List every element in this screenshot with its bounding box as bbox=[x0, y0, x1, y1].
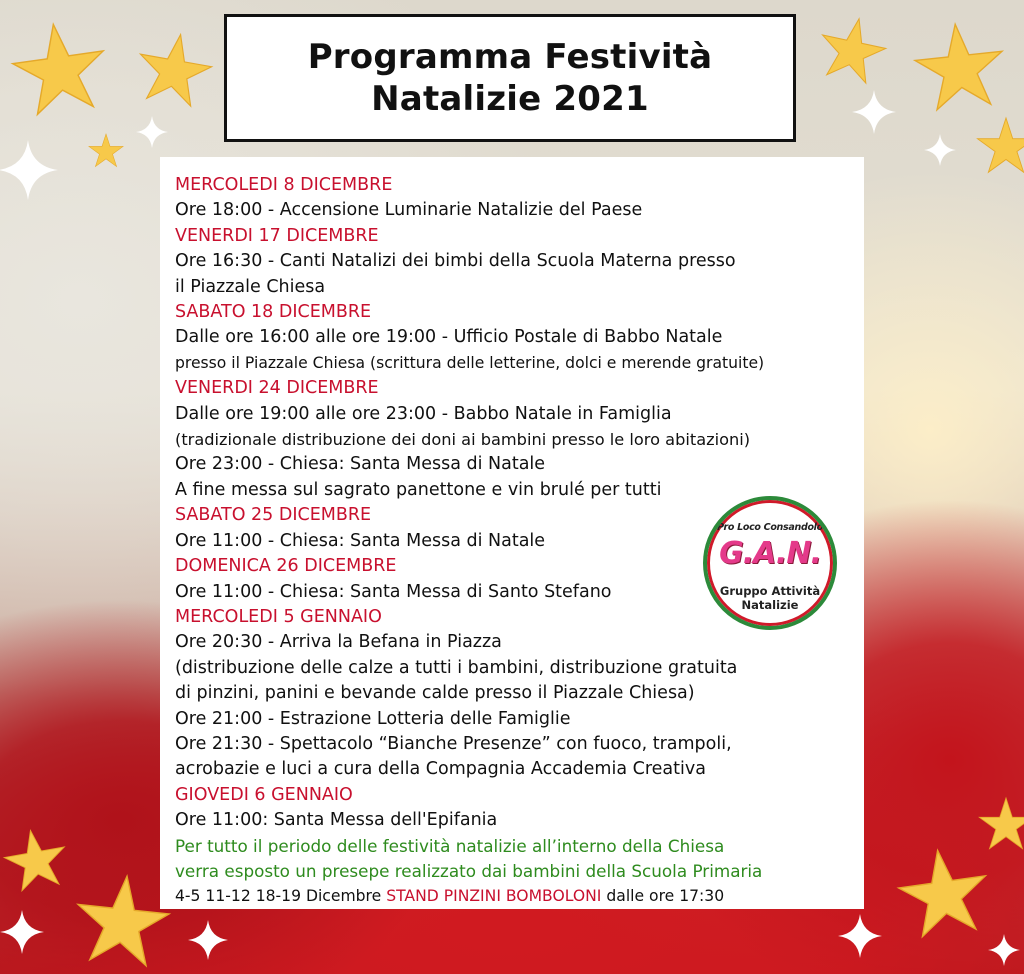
sparkle-icon bbox=[188, 920, 228, 960]
program-line: Ore 18:00 - Accensione Luminarie Natalizie del Paese bbox=[175, 200, 643, 221]
program-heading: MERCOLEDI 8 DICEMBRE bbox=[175, 175, 393, 195]
sparkle-icon bbox=[988, 934, 1020, 966]
star-icon bbox=[89, 134, 123, 167]
pro-loco-logo bbox=[703, 496, 837, 630]
program-heading: GIOVEDI 6 GENNAIO bbox=[175, 784, 353, 805]
star-icon bbox=[815, 12, 891, 86]
sparkle-icon bbox=[136, 116, 168, 148]
star-icon bbox=[912, 20, 1008, 112]
star-icon bbox=[979, 798, 1024, 849]
program-line: Ore 23:00 - Chiesa: Santa Messa di Natale bbox=[175, 454, 546, 475]
star-icon bbox=[133, 28, 216, 108]
star-icon bbox=[0, 825, 70, 893]
title-box bbox=[224, 14, 796, 142]
program-line: Ore 16:30 - Canti Natalizi dei bimbi della Scuola Materna presso bbox=[175, 251, 736, 272]
program-line: Ore 21:30 - Spettacolo “Bianche Presenze” con fuoco, trampoli, bbox=[175, 733, 732, 754]
program-heading: DOMENICA 26 DICEMBRE bbox=[175, 556, 397, 577]
sparkle-icon bbox=[852, 90, 896, 134]
logo-mark: G.A.N. bbox=[719, 536, 821, 571]
program-line: A fine messa sul sagrato panettone e vin brulé per tutti bbox=[175, 479, 662, 500]
program-heading: VENERDI 17 DICEMBRE bbox=[175, 225, 379, 246]
program-line: Ore 20:30 - Arriva la Befana in Piazza bbox=[175, 632, 502, 653]
program-line: (distribuzione delle calze a tutti i bambini, distribuzione gratuita bbox=[175, 657, 738, 678]
program-line: Ore 21:00 - Estrazione Lotteria delle Famiglie bbox=[175, 708, 571, 729]
stand-time: dalle ore 17:30 bbox=[606, 887, 725, 906]
page-title-line-2: Natalizie 2021 bbox=[371, 79, 649, 119]
logo-subtitle: Gruppo Attività Natalizie bbox=[719, 584, 821, 612]
program-line: il Piazzale Chiesa bbox=[175, 276, 326, 297]
logo-top-text: Pro Loco Consandolo bbox=[717, 522, 823, 533]
stand-dates: 4-5 11-12 18-19 Dicembre bbox=[175, 887, 382, 906]
program-line: (tradizionale distribuzione dei doni ai bambini presso le loro abitazioni) bbox=[175, 430, 751, 450]
program-note: Per tutto il periodo delle festività natalizie all’interno della Chiesa bbox=[175, 835, 725, 856]
program-note: verra esposto un presepe realizzato dai bambini della Scuola Primaria bbox=[175, 860, 763, 881]
program-heading: SABATO 18 DICEMBRE bbox=[175, 302, 372, 323]
sparkle-icon bbox=[838, 914, 882, 958]
program-line: di pinzini, panini e bevande calde presso il Piazzale Chiesa) bbox=[175, 683, 695, 704]
sparkle-icon bbox=[924, 134, 956, 166]
sparkle-icon bbox=[0, 140, 58, 200]
stand-line bbox=[175, 884, 864, 909]
program-line: Dalle ore 16:00 alle ore 19:00 - Ufficio Postale di Babbo Natale bbox=[175, 327, 723, 348]
program-heading: VENERDI 24 DICEMBRE bbox=[175, 378, 379, 399]
sparkle-icon bbox=[0, 910, 44, 954]
program-line: Ore 11:00 - Chiesa: Santa Messa di Santo Stefano bbox=[175, 581, 612, 602]
program-line: acrobazie e luci a cura della Compagnia Accademia Creativa bbox=[175, 759, 706, 780]
program-heading: MERCOLEDI 5 GENNAIO bbox=[175, 606, 382, 627]
program-heading: SABATO 25 DICEMBRE bbox=[175, 505, 372, 526]
page-title-line-1: Programma Festività bbox=[307, 37, 713, 77]
program-line: Ore 11:00: Santa Messa dell'Epifania bbox=[175, 810, 498, 831]
star-icon bbox=[73, 871, 173, 967]
stand-name: STAND PINZINI BOMBOLONI bbox=[386, 887, 602, 906]
program-line: Dalle ore 19:00 alle ore 23:00 - Babbo Natale in Famiglia bbox=[175, 403, 672, 424]
star-icon bbox=[894, 844, 992, 939]
program-line: presso il Piazzale Chiesa (scrittura delle letterine, dolci e merende gratuite) bbox=[175, 353, 765, 372]
star-icon bbox=[8, 18, 111, 117]
program-line: Ore 11:00 - Chiesa: Santa Messa di Natale bbox=[175, 530, 546, 551]
star-icon bbox=[977, 118, 1024, 172]
